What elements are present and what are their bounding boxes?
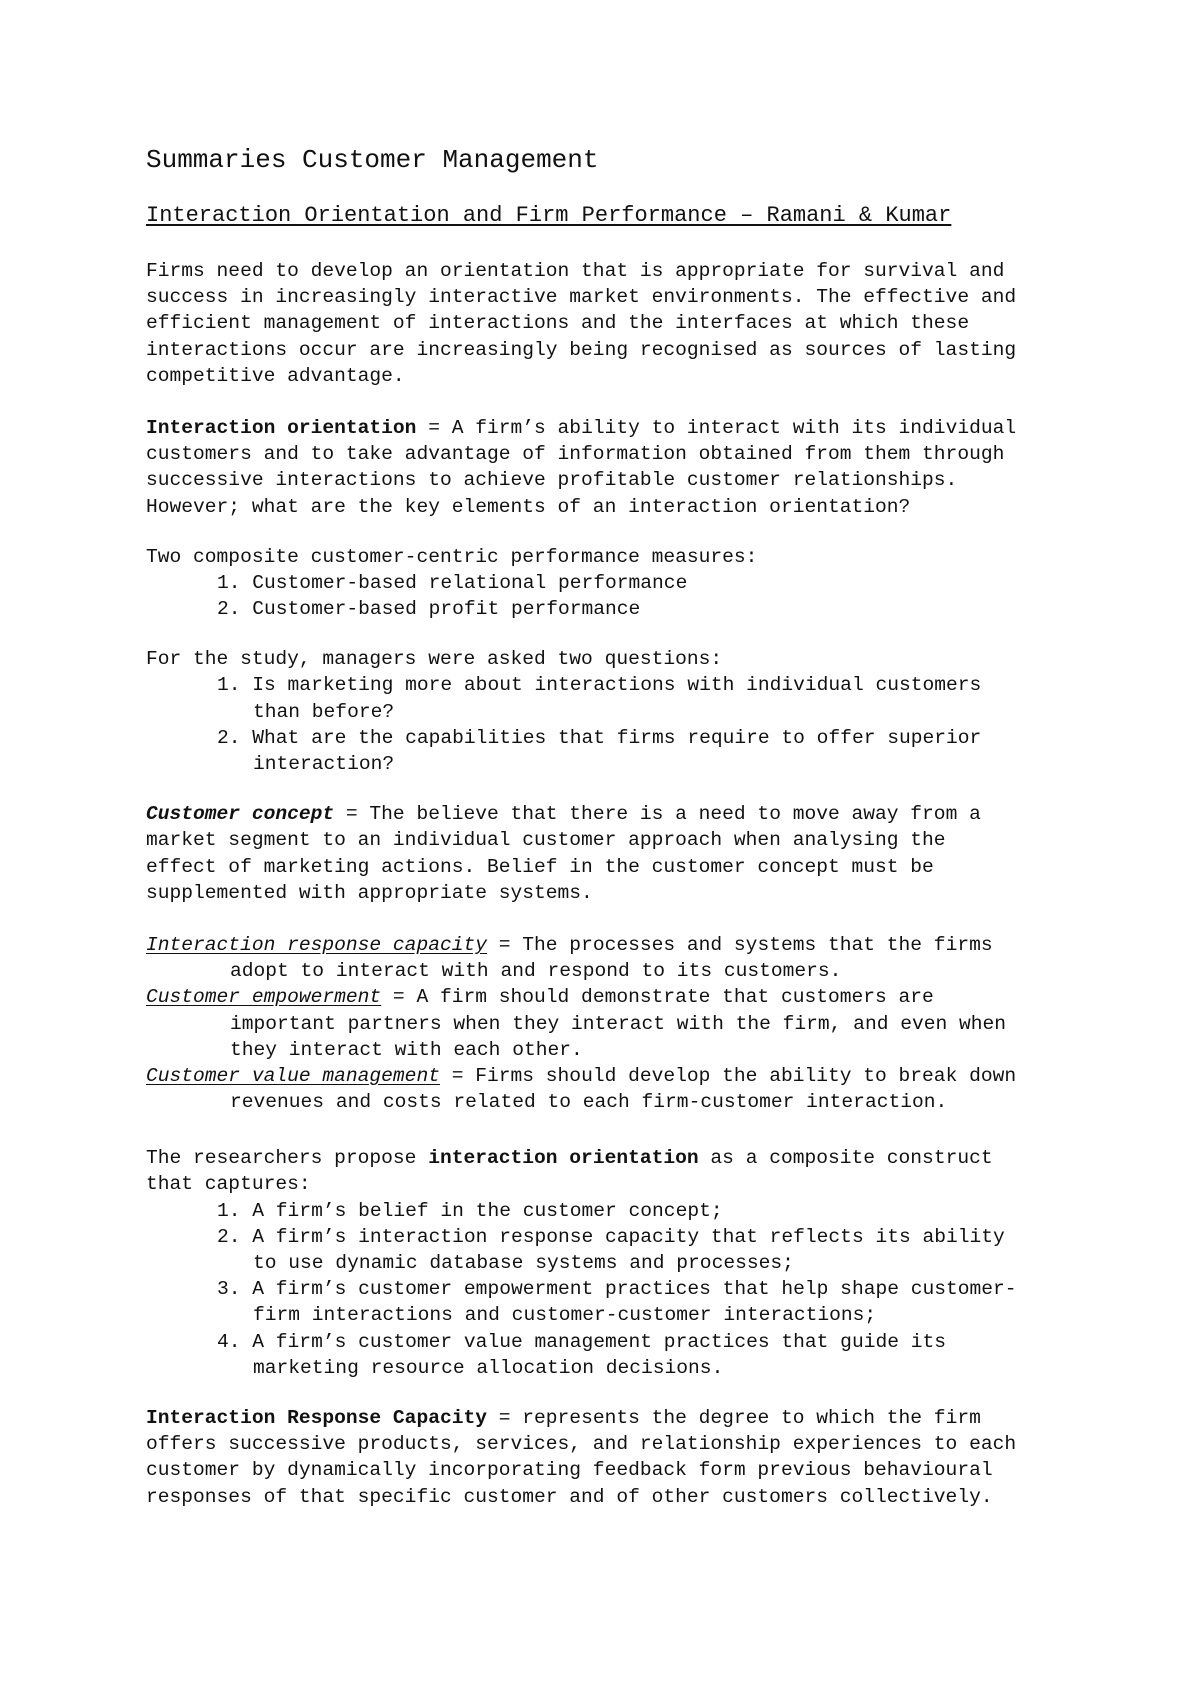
text-line: responses of that specific customer and of other customers collectively. <box>146 1485 993 1508</box>
text-line: revenues and costs related to each firm-customer interaction. <box>230 1091 948 1114</box>
composite-construct <box>146 1145 1146 1381</box>
customer-concept-definition <box>146 801 1146 906</box>
performance-measures <box>146 544 1146 623</box>
definition-text: = represents the degree to which the firm <box>487 1406 981 1429</box>
text-line: customer by dynamically incorporating feedback form previous behavioural <box>146 1459 993 1482</box>
list-item: 2. A firm’s interaction response capacity that reflects its ability <box>217 1225 1005 1248</box>
definition-text: = A firm should demonstrate that customers are <box>381 986 934 1009</box>
definition-text: = Firms should develop the ability to break down <box>439 1064 1017 1087</box>
list-item-continuation: marketing resource allocation decisions. <box>253 1356 724 1379</box>
capability-definitions <box>146 932 1146 1115</box>
section-heading: Interaction Orientation and Firm Performance – Ramani & Kumar <box>146 203 952 228</box>
list-item-continuation: than before? <box>253 700 395 723</box>
list-item: 2. Customer-based profit performance <box>217 598 641 621</box>
definition-term: Customer empowerment <box>146 986 382 1009</box>
text-line: adopt to interact with and respond to its customers. <box>230 960 842 983</box>
definition-term: Customer concept <box>146 803 335 826</box>
definition-text: = The believe that there is a need to move away from a <box>334 803 981 826</box>
definition-term: Interaction Response Capacity <box>146 1406 487 1429</box>
list-item: 3. A firm’s customer empowerment practices that help shape customer- <box>217 1278 1017 1301</box>
page-title: Summaries Customer Management <box>146 145 599 175</box>
definition-term: Interaction response capacity <box>146 933 487 956</box>
text-line: offers successive products, services, and relationship experiences to each <box>146 1433 1017 1456</box>
text-line: market segment to an individual customer approach when analysing the <box>146 829 946 852</box>
text-line: customers and to take advantage of information obtained from them through <box>146 443 1005 466</box>
list-lead: Two composite customer-centric performance measures: <box>146 545 758 568</box>
definition-term: Interaction orientation <box>146 416 417 439</box>
text-span: The researchers propose <box>146 1147 429 1170</box>
list-item: 1. A firm’s belief in the customer concept; <box>217 1199 723 1222</box>
definition-text: = A firm’s ability to interact with its individual <box>416 416 1017 439</box>
list-item-continuation: to use dynamic database systems and processes; <box>253 1252 794 1274</box>
list-item: 4. A firm’s customer value management practices that guide its <box>217 1330 947 1353</box>
text-line: efficient management of interactions and the interfaces at which these <box>146 312 970 335</box>
list-item-continuation: firm interactions and customer-customer interactions; <box>253 1304 877 1327</box>
list-item: 1. Is marketing more about interactions with individual customers <box>217 674 982 697</box>
list-item-continuation: interaction? <box>253 753 395 775</box>
definition-term: Customer value management <box>146 1064 440 1087</box>
interaction-orientation-definition <box>146 415 1146 520</box>
text-line: effect of marketing actions. Belief in the customer concept must be <box>146 855 934 878</box>
study-questions <box>146 646 1146 777</box>
text-line: interactions occur are increasingly being recognised as sources of lasting <box>146 338 1017 361</box>
text-line: they interact with each other. <box>230 1038 583 1061</box>
text-line: Firms need to develop an orientation that is appropriate for survival and <box>146 260 1005 282</box>
intro-paragraph <box>146 258 1146 389</box>
definition-text: = The processes and systems that the firms <box>487 933 993 956</box>
document-body <box>146 258 1146 1510</box>
text-line: competitive advantage. <box>146 364 405 387</box>
text-line: success in increasingly interactive market environments. The effective and <box>146 286 1017 309</box>
text-line: that captures: <box>146 1173 311 1196</box>
text-line: However; what are the key elements of an interaction orientation? <box>146 495 911 518</box>
emphasis-term: interaction orientation <box>428 1147 699 1170</box>
list-lead: For the study, managers were asked two questions: <box>146 648 723 671</box>
list-item: 2. What are the capabilities that firms require to offer superior <box>217 726 982 749</box>
text-span: as a composite construct <box>698 1147 993 1170</box>
text-line: successive interactions to achieve profitable customer relationships. <box>146 469 958 492</box>
irc-definition <box>146 1405 1146 1510</box>
text-line: important partners when they interact with the firm, and even when <box>230 1012 1007 1035</box>
list-item: 1. Customer-based relational performance <box>217 571 688 594</box>
text-line: supplemented with appropriate systems. <box>146 881 593 904</box>
